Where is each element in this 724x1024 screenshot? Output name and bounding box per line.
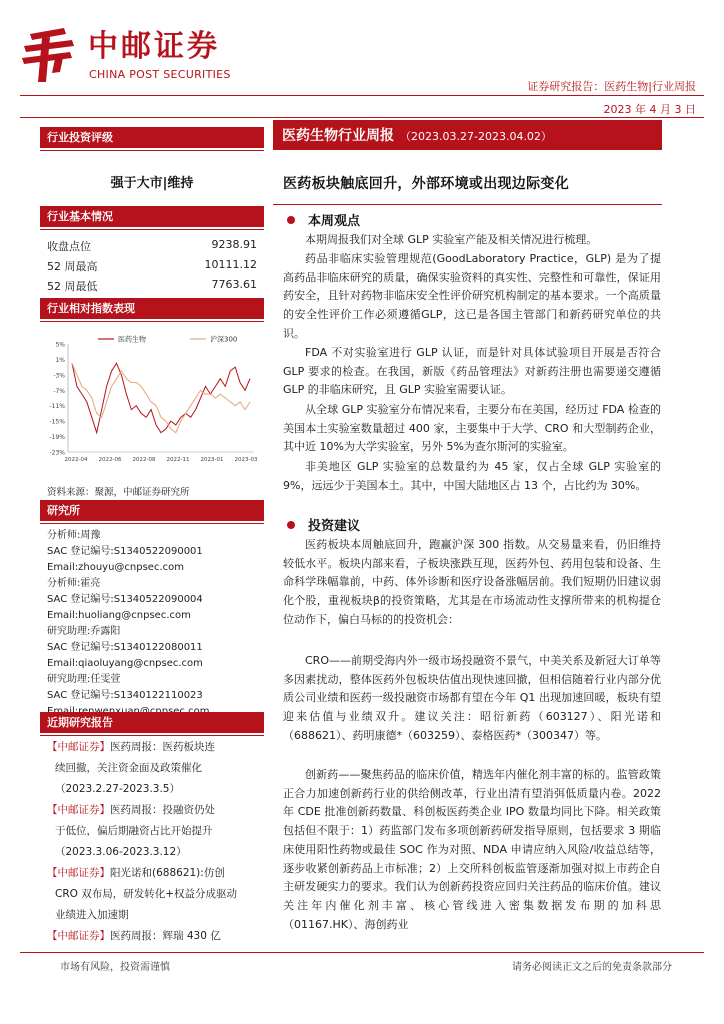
recent-report-line[interactable]: 【中邮证券】医药周报：投融资仍处 xyxy=(47,804,215,816)
y-tick-label: -19% xyxy=(49,434,65,442)
x-tick-label: 2022-08 xyxy=(132,457,156,463)
analyst-line: SAC 登记编号:S1340122110023 xyxy=(47,690,203,701)
advice-paragraph: 创新药——聚焦药品的临床价值，精选年内催化剂丰富的标的。监管政策正合力加速创新药行业的供给侧改革，行业出清有望消弭低质量内卷。2022 年 CDE 批准创新药数量、科创板医药类企业 IPO 数量均同比下降。相关政策包括但不限于：1）药监部门发布多项创新药研发指导原则，包括要求 3 期临床使用阳性药物或最佳 SOC 作为对照、NDA 申请应纳入风险/收益总结等，逐步收紧创新药品上市标准；2）上交所科创板监管逐渐加强对拟上市药企自主研发硬实力的要求。我们认为创新药投资应回归关注药品的临床价值。建议关注年内催化剂丰富、核心管线进入密集数据发布期的加科思（01167.HK）、海创药业 xyxy=(283,768,661,931)
report-title-bar xyxy=(273,120,662,150)
section-heading-views: 本周观点 xyxy=(287,210,360,229)
brand-name: 中邮证券 xyxy=(88,29,220,64)
x-tick-label: 2022-11 xyxy=(166,457,190,463)
y-tick-label: -15% xyxy=(49,418,65,426)
basic-info-row xyxy=(47,238,257,254)
headline-divider xyxy=(273,204,662,205)
header-divider xyxy=(20,117,704,118)
rating-value: 强于大市|维持 xyxy=(110,176,194,191)
y-tick-label: -11% xyxy=(49,403,65,411)
x-tick-label: 2022-06 xyxy=(98,457,122,463)
legend-label: 沪深300 xyxy=(210,335,238,344)
basic-info-value: 9238.91 xyxy=(211,238,257,251)
basic-info-label: 收盘点位 xyxy=(47,240,91,253)
x-tick-label: 2023-03 xyxy=(234,457,258,463)
views-paragraph: 非美地区 GLP 实验室的总数量约为 45 家，仅占全球 GLP 实验室的 9%，远远少于美国本土。其中，中国大陆地区占 13 个，占比约为 30%。 xyxy=(283,460,661,492)
report-date: 2023 年 4 月 3 日 xyxy=(603,103,696,116)
recent-report-line[interactable]: 【中邮证券】阳光诺和(688621):仿创 xyxy=(47,867,225,879)
basic-info-label: 52 周最低 xyxy=(47,280,98,293)
analyst-line: 分析师:周豫 xyxy=(47,530,101,541)
recent-report-line[interactable]: 【中邮证券】医药周报：辉瑞 430 亿 xyxy=(47,930,221,942)
analyst-email[interactable]: Email:huoliang@cnpsec.com xyxy=(47,610,191,621)
analyst-line: 研究助理:任雯萱 xyxy=(47,674,121,685)
chart-source: 资料来源：聚源，中邮证券研究所 xyxy=(47,487,190,498)
views-paragraph: 本期周报我们对全球 GLP 实验室产能及相关情况进行梳理。 xyxy=(305,233,598,246)
legend-label: 医药生物 xyxy=(118,335,146,344)
recent-reports-list xyxy=(47,737,262,947)
index-performance-title: 行业相对指数表现 xyxy=(40,298,264,319)
y-tick-label: 5% xyxy=(55,341,65,349)
basic-info-title: 行业基本情况 xyxy=(40,206,264,227)
x-tick-label: 2022-04 xyxy=(64,457,88,463)
report-title: 医药生物行业周报 xyxy=(282,128,394,144)
y-tick-label: -7% xyxy=(53,387,65,395)
bullet-icon xyxy=(287,216,295,224)
analyst-line: SAC 登记编号:S1340522090001 xyxy=(47,546,203,557)
analyst-line: SAC 登记编号:S1340522090004 xyxy=(47,594,203,605)
rating-section-title: 行业投资评级 xyxy=(40,127,264,148)
analyst-line: SAC 登记编号:S1340122080011 xyxy=(47,642,203,653)
series-line-pharma xyxy=(72,363,250,432)
recent-report-line[interactable]: 续回撤，关注资金面及政策催化 xyxy=(55,762,202,774)
advice-paragraph: CRO——前期受海内外一级市场投融资不景气，中美关系及新冠大订单等多因素扰动，整体医药外包板块估值出现快速回撤，但相信随着行业内部分优质公司业绩和医药一级投融资市场都有望在今年 Q1 出现加速回暖，板块有望迎来估值与业绩双升。建议关注：昭衍新药（603127）、阳光诺和（688621）、药明康德*（603259）、泰格医药*（300347）等。 xyxy=(283,654,661,742)
analyst-email[interactable]: Email:qiaoluyang@cnpsec.com xyxy=(47,658,203,669)
recent-report-line[interactable]: （2023.3.06-2023.3.12） xyxy=(55,846,187,858)
report-date-range: （2023.03.27-2023.04.02） xyxy=(400,130,552,143)
analyst-line: 分析师:霍亮 xyxy=(47,578,101,589)
footer-disclaimer-note: 请务必阅读正文之后的免责条款部分 xyxy=(512,962,672,973)
recent-reports-title: 近期研究报告 xyxy=(40,712,264,733)
views-paragraph: FDA 不对实验室进行 GLP 认证，而是针对具体试验项目开展是否符合 GLP 要求的检查。在我国，新版《药品管理法》对新药注册也需要递交遵循 GLP 的非临床研究，且 GLP 实验室需要认证。 xyxy=(283,346,661,397)
footer-divider xyxy=(20,952,704,953)
footer-risk-note: 市场有风险，投资需谨慎 xyxy=(60,962,170,973)
y-tick-label: -23% xyxy=(49,449,65,457)
basic-info-label: 52 周最高 xyxy=(47,260,98,273)
views-paragraph: 药品非临床实验管理规范(GoodLaboratory Practice，GLP) 是为了提高药品非临床研究的质量，确保实验资料的真实性、完整性和可靠性，保证用药安全，且针对药物非临床安全性评价研究机构制定的基本要求。一个高质量的安全性评价工作必须遵循GLP，这已是各国主管部门和新药研究单位的共识。 xyxy=(283,252,661,340)
recent-report-line[interactable]: CRO 双布局，研发转化+权益分成驱动 xyxy=(55,888,238,900)
basic-info-value: 10111.12 xyxy=(204,258,257,271)
y-tick-label: -3% xyxy=(53,372,65,380)
analyst-line: 研究助理:乔露阳 xyxy=(47,626,121,637)
research-team-title: 研究所 xyxy=(40,500,264,521)
china-post-logo xyxy=(20,28,76,82)
basic-info-row xyxy=(47,258,257,274)
analyst-email[interactable]: Email:zhouyu@cnpsec.com xyxy=(47,562,184,573)
x-tick-label: 2023-01 xyxy=(200,457,224,463)
report-type: 证券研究报告：医药生物|行业周报 xyxy=(527,80,696,93)
relative-index-chart xyxy=(40,328,264,468)
bullet-icon xyxy=(287,521,295,529)
report-headline: 医药板块触底回升，外部环境或出现边际变化 xyxy=(283,176,569,192)
basic-info-row xyxy=(47,278,257,294)
advice-paragraph: 医药板块本周触底回升，跑赢沪深 300 指数。从交易量来看，仍旧维持较低水平。板块内部来看，子板块涨跌互现，医药外包、药用包装和设备、生命科学珠幅靠前，中药、体外诊断和医疗设备涨幅居前。我们短期仍旧建议弱化个股，重视板块β的投资策略，尤其是在市场流动性支撑所带来的机构提仓位动作下，偏白马标的的投资机会： xyxy=(283,538,661,626)
section-heading-advice: 投资建议 xyxy=(287,515,360,534)
relative-index-chart-svg xyxy=(40,328,264,468)
recent-report-line[interactable]: （2023.2.27-2023.3.5） xyxy=(55,783,180,795)
header-divider xyxy=(20,95,704,96)
analyst-list xyxy=(47,528,262,720)
recent-report-line[interactable]: 业绩进入加速期 xyxy=(55,909,129,921)
recent-report-line[interactable]: 【中邮证券】医药周报：医药板块连 xyxy=(47,741,215,753)
recent-report-line[interactable]: 于低位，偏后期融资占比开始提升 xyxy=(55,825,213,837)
basic-info-value: 7763.61 xyxy=(211,278,257,291)
brand-name-english: CHINA POST SECURITIES xyxy=(89,68,231,81)
y-tick-label: 1% xyxy=(55,356,65,364)
views-paragraph: 从全球 GLP 实验室分布情况来看，主要分布在美国，经历过 FDA 检查的美国本土实验室数量超过 400 家，主要集中于大学、CRO 和大型制药企业，其中近 10%为大学实验室，另外 5%为查尔斯河的实验室。 xyxy=(283,403,661,454)
